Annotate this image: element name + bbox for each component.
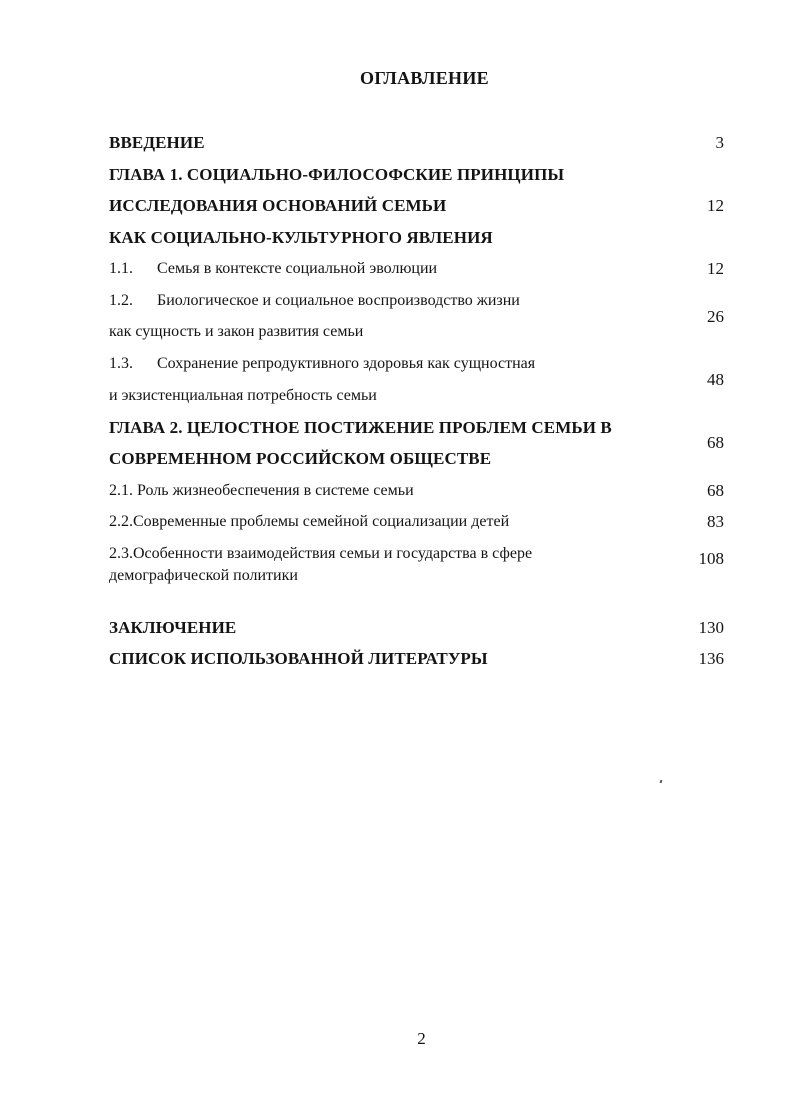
- toc-page-1-1: 12: [707, 259, 724, 278]
- toc-page-1-2: 26: [707, 307, 724, 326]
- toc-section-1-3: [109, 354, 535, 374]
- toc-section-2-2: 2.2.Современные проблемы семейной социализации детей: [109, 513, 510, 530]
- toc-chapter1-line2: ИССЛЕДОВАНИЯ ОСНОВАНИЙ СЕМЬИ: [109, 196, 447, 215]
- section-title: Семья в контексте социальной эволюции: [157, 260, 438, 277]
- toc-entry-bibliography: СПИСОК ИСПОЛЬЗОВАННОЙ ЛИТЕРАТУРЫ: [109, 649, 488, 668]
- toc-page-conclusion: 130: [698, 618, 724, 637]
- toc-section-1-2-line2: как сущность и закон развития семьи: [109, 323, 364, 340]
- page-number: 2: [417, 1029, 426, 1048]
- toc-chapter1-line1: ГЛАВА 1. СОЦИАЛЬНО-ФИЛОСОФСКИЕ ПРИНЦИПЫ: [109, 165, 565, 184]
- toc-section-2-3-line2: демографической политики: [109, 567, 298, 584]
- toc-chapter2-line1: ГЛАВА 2. ЦЕЛОСТНОЕ ПОСТИЖЕНИЕ ПРОБЛЕМ СЕМЬИ В: [109, 418, 612, 437]
- toc-entry-conclusion: ЗАКЛЮЧЕНИЕ: [109, 618, 237, 637]
- toc-page-chapter2: 68: [707, 433, 724, 452]
- toc-page-1-3: 48: [707, 370, 724, 389]
- toc-entry-intro: ВВЕДЕНИЕ: [109, 133, 205, 152]
- page-title: ОГЛАВЛЕНИЕ: [360, 68, 489, 88]
- toc-chapter1-line3: КАК СОЦИАЛЬНО-КУЛЬТУРНОГО ЯВЛЕНИЯ: [109, 228, 493, 247]
- toc-page-2-3: 108: [698, 549, 724, 568]
- toc-section-2-1: 2.1. Роль жизнеобеспечения в системе семьи: [109, 482, 414, 499]
- toc-page-bibliography: 136: [698, 649, 724, 668]
- toc-section-1-1: [109, 259, 437, 279]
- section-number: 1.2.: [109, 292, 133, 309]
- section-title: Сохранение репродуктивного здоровья как сущностная: [157, 355, 536, 372]
- toc-page-intro: 3: [715, 133, 724, 152]
- section-number: 1.3.: [109, 355, 133, 372]
- toc-section-1-2: [109, 291, 520, 311]
- scan-speck: [660, 780, 663, 784]
- toc-page-2-2: 83: [707, 512, 724, 531]
- toc-page-2-1: 68: [707, 481, 724, 500]
- toc-section-2-3: 2.3.Особенности взаимодействия семьи и государства в сфере: [109, 545, 533, 562]
- section-title: Биологическое и социальное воспроизводство жизни: [157, 292, 520, 309]
- toc-chapter2-line2: СОВРЕМЕННОМ РОССИЙСКОМ ОБЩЕСТВЕ: [109, 449, 492, 468]
- section-number: 1.1.: [109, 260, 133, 277]
- toc-page-chapter1: 12: [707, 196, 724, 215]
- toc-section-1-3-line2: и экзистенциальная потребность семьи: [109, 387, 377, 404]
